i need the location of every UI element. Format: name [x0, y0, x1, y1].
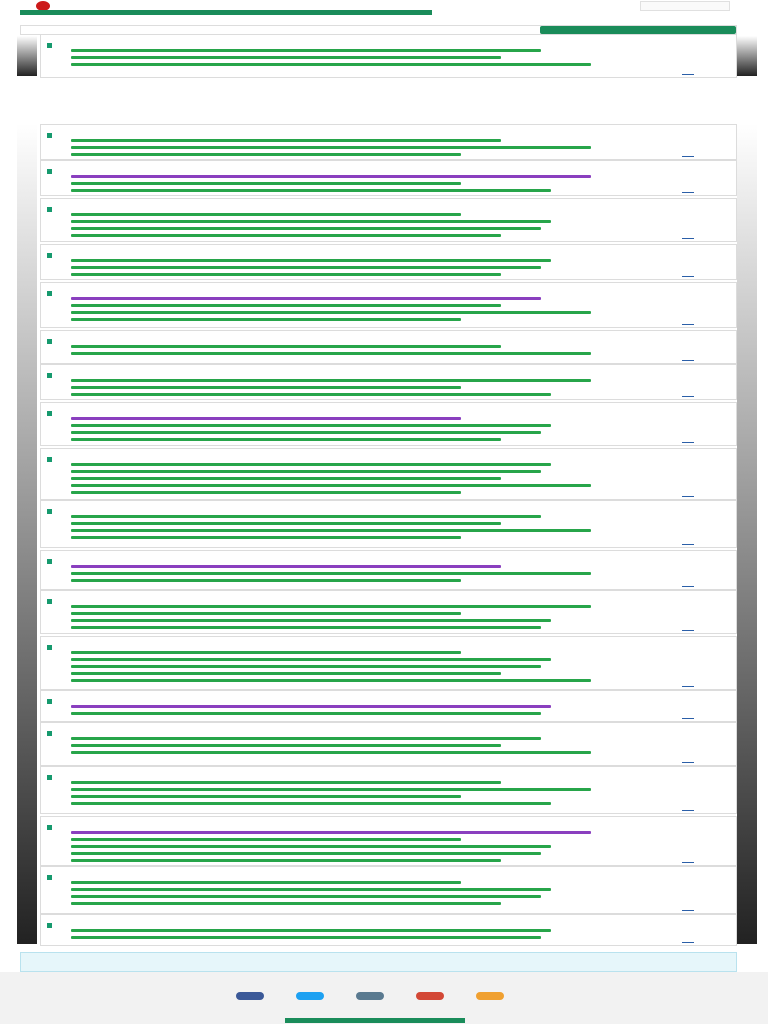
result-snippet-line [71, 605, 591, 608]
expand-icon[interactable] [682, 396, 694, 397]
result-snippet-line [71, 227, 541, 230]
bottom-nav-strip[interactable] [285, 1018, 465, 1023]
result-snippet-line [71, 658, 551, 661]
result-snippet-line [71, 802, 551, 805]
result-card[interactable] [40, 690, 737, 722]
site-footer [0, 972, 768, 1024]
result-snippet-line [71, 49, 541, 52]
result-snippet-line [71, 386, 461, 389]
result-snippet-line [71, 273, 501, 276]
result-card[interactable] [40, 500, 737, 548]
bullet-icon [47, 825, 52, 830]
expand-icon[interactable] [682, 192, 694, 193]
result-snippet-line [71, 612, 461, 615]
bullet-icon [47, 411, 52, 416]
top-bar [0, 0, 768, 24]
result-snippet-line [71, 297, 541, 300]
result-snippet-line [71, 213, 461, 216]
right-gradient-bar [737, 36, 757, 76]
result-snippet-line [71, 936, 541, 939]
bullet-icon [47, 923, 52, 928]
result-snippet-line [71, 929, 551, 932]
result-snippet-line [71, 477, 501, 480]
expand-icon[interactable] [682, 544, 694, 545]
vk-icon[interactable] [356, 992, 384, 1000]
result-snippet-line [71, 491, 461, 494]
bullet-icon [47, 207, 52, 212]
result-snippet-line [71, 651, 461, 654]
result-snippet-line [71, 266, 541, 269]
top-search-input[interactable] [640, 1, 730, 11]
result-snippet-line [71, 63, 591, 66]
bullet-icon [47, 339, 52, 344]
result-snippet-line [71, 352, 591, 355]
result-card[interactable] [40, 244, 737, 280]
expand-icon[interactable] [682, 360, 694, 361]
result-snippet-line [71, 626, 541, 629]
expand-icon[interactable] [682, 630, 694, 631]
bullet-icon [47, 875, 52, 880]
result-snippet-line [71, 831, 591, 834]
bullet-icon [47, 253, 52, 258]
result-card[interactable] [40, 722, 737, 766]
bullet-icon [47, 775, 52, 780]
right-gradient-bar [737, 124, 757, 944]
footer-info-box [20, 952, 737, 972]
result-snippet-line [71, 838, 461, 841]
result-snippet-line [71, 438, 501, 441]
result-card[interactable] [40, 636, 737, 690]
expand-icon[interactable] [682, 586, 694, 587]
result-snippet-line [71, 318, 461, 321]
result-card[interactable] [40, 866, 737, 914]
bullet-icon [47, 559, 52, 564]
bullet-icon [47, 43, 52, 48]
result-snippet-line [71, 189, 551, 192]
result-snippet-line [71, 737, 541, 740]
result-snippet-line [71, 859, 501, 862]
result-snippet-line [71, 902, 501, 905]
result-snippet-line [71, 845, 551, 848]
result-snippet-line [71, 536, 461, 539]
expand-icon[interactable] [682, 238, 694, 239]
twitter-icon[interactable] [296, 992, 324, 1000]
result-snippet-line [71, 705, 551, 708]
result-snippet-line [71, 259, 551, 262]
result-snippet-line [71, 888, 551, 891]
expand-icon[interactable] [682, 276, 694, 277]
expand-icon[interactable] [682, 496, 694, 497]
result-snippet-line [71, 744, 501, 747]
result-snippet-line [71, 522, 501, 525]
expand-icon[interactable] [682, 910, 694, 911]
result-card[interactable] [40, 448, 737, 500]
result-snippet-line [71, 515, 541, 518]
result-snippet-line [71, 781, 501, 784]
result-snippet-line [71, 529, 591, 532]
result-snippet-line [71, 665, 541, 668]
result-snippet-line [71, 56, 501, 59]
result-snippet-line [71, 895, 541, 898]
result-card[interactable] [40, 402, 737, 446]
result-card[interactable] [40, 34, 737, 78]
bullet-icon [47, 599, 52, 604]
result-snippet-line [71, 463, 551, 466]
result-snippet-line [71, 379, 591, 382]
result-snippet-line [71, 182, 461, 185]
result-card[interactable] [40, 766, 737, 814]
odnoklassniki-icon[interactable] [476, 992, 504, 1000]
facebook-icon[interactable] [236, 992, 264, 1000]
result-snippet-line [71, 881, 461, 884]
result-snippet-line [71, 484, 591, 487]
result-card[interactable] [40, 160, 737, 196]
bullet-icon [47, 699, 52, 704]
expand-icon[interactable] [682, 156, 694, 157]
result-snippet-line [71, 619, 551, 622]
result-snippet-line [71, 139, 501, 142]
result-snippet-line [71, 672, 501, 675]
expand-icon[interactable] [682, 762, 694, 763]
result-card[interactable] [40, 198, 737, 242]
expand-icon[interactable] [682, 862, 694, 863]
result-snippet-line [71, 424, 551, 427]
result-card[interactable] [40, 282, 737, 328]
expand-icon[interactable] [682, 942, 694, 943]
expand-icon[interactable] [682, 718, 694, 719]
result-card[interactable] [40, 590, 737, 634]
result-snippet-line [71, 751, 591, 754]
bullet-icon [47, 509, 52, 514]
result-snippet-line [71, 795, 461, 798]
bullet-icon [47, 133, 52, 138]
expand-icon[interactable] [682, 74, 694, 75]
result-snippet-line [71, 234, 501, 237]
result-card[interactable] [40, 330, 737, 364]
bullet-icon [47, 457, 52, 462]
bullet-icon [47, 169, 52, 174]
nav-bar[interactable] [20, 10, 432, 15]
result-snippet-line [71, 393, 551, 396]
bullet-icon [47, 645, 52, 650]
bullet-icon [47, 731, 52, 736]
result-snippet-line [71, 470, 541, 473]
google-plus-icon[interactable] [416, 992, 444, 1000]
bullet-icon [47, 373, 52, 378]
result-snippet-line [71, 220, 551, 223]
result-snippet-line [71, 345, 501, 348]
result-snippet-line [71, 417, 461, 420]
expand-icon[interactable] [682, 810, 694, 811]
result-snippet-line [71, 146, 591, 149]
result-card[interactable] [40, 364, 737, 400]
result-snippet-line [71, 175, 591, 178]
result-snippet-line [71, 431, 541, 434]
result-snippet-line [71, 565, 501, 568]
expand-icon[interactable] [682, 442, 694, 443]
result-card[interactable] [40, 816, 737, 866]
left-gradient-bar [17, 36, 37, 76]
search-button[interactable] [540, 26, 736, 34]
result-snippet-line [71, 311, 591, 314]
result-card[interactable] [40, 124, 737, 160]
result-snippet-line [71, 579, 461, 582]
expand-icon[interactable] [682, 324, 694, 325]
expand-icon[interactable] [682, 686, 694, 687]
result-snippet-line [71, 712, 541, 715]
result-snippet-line [71, 852, 541, 855]
result-card[interactable] [40, 914, 737, 946]
result-card[interactable] [40, 550, 737, 590]
result-snippet-line [71, 572, 591, 575]
left-gradient-bar [17, 124, 37, 944]
result-snippet-line [71, 679, 591, 682]
bullet-icon [47, 291, 52, 296]
result-snippet-line [71, 304, 501, 307]
result-snippet-line [71, 788, 591, 791]
result-snippet-line [71, 153, 461, 156]
